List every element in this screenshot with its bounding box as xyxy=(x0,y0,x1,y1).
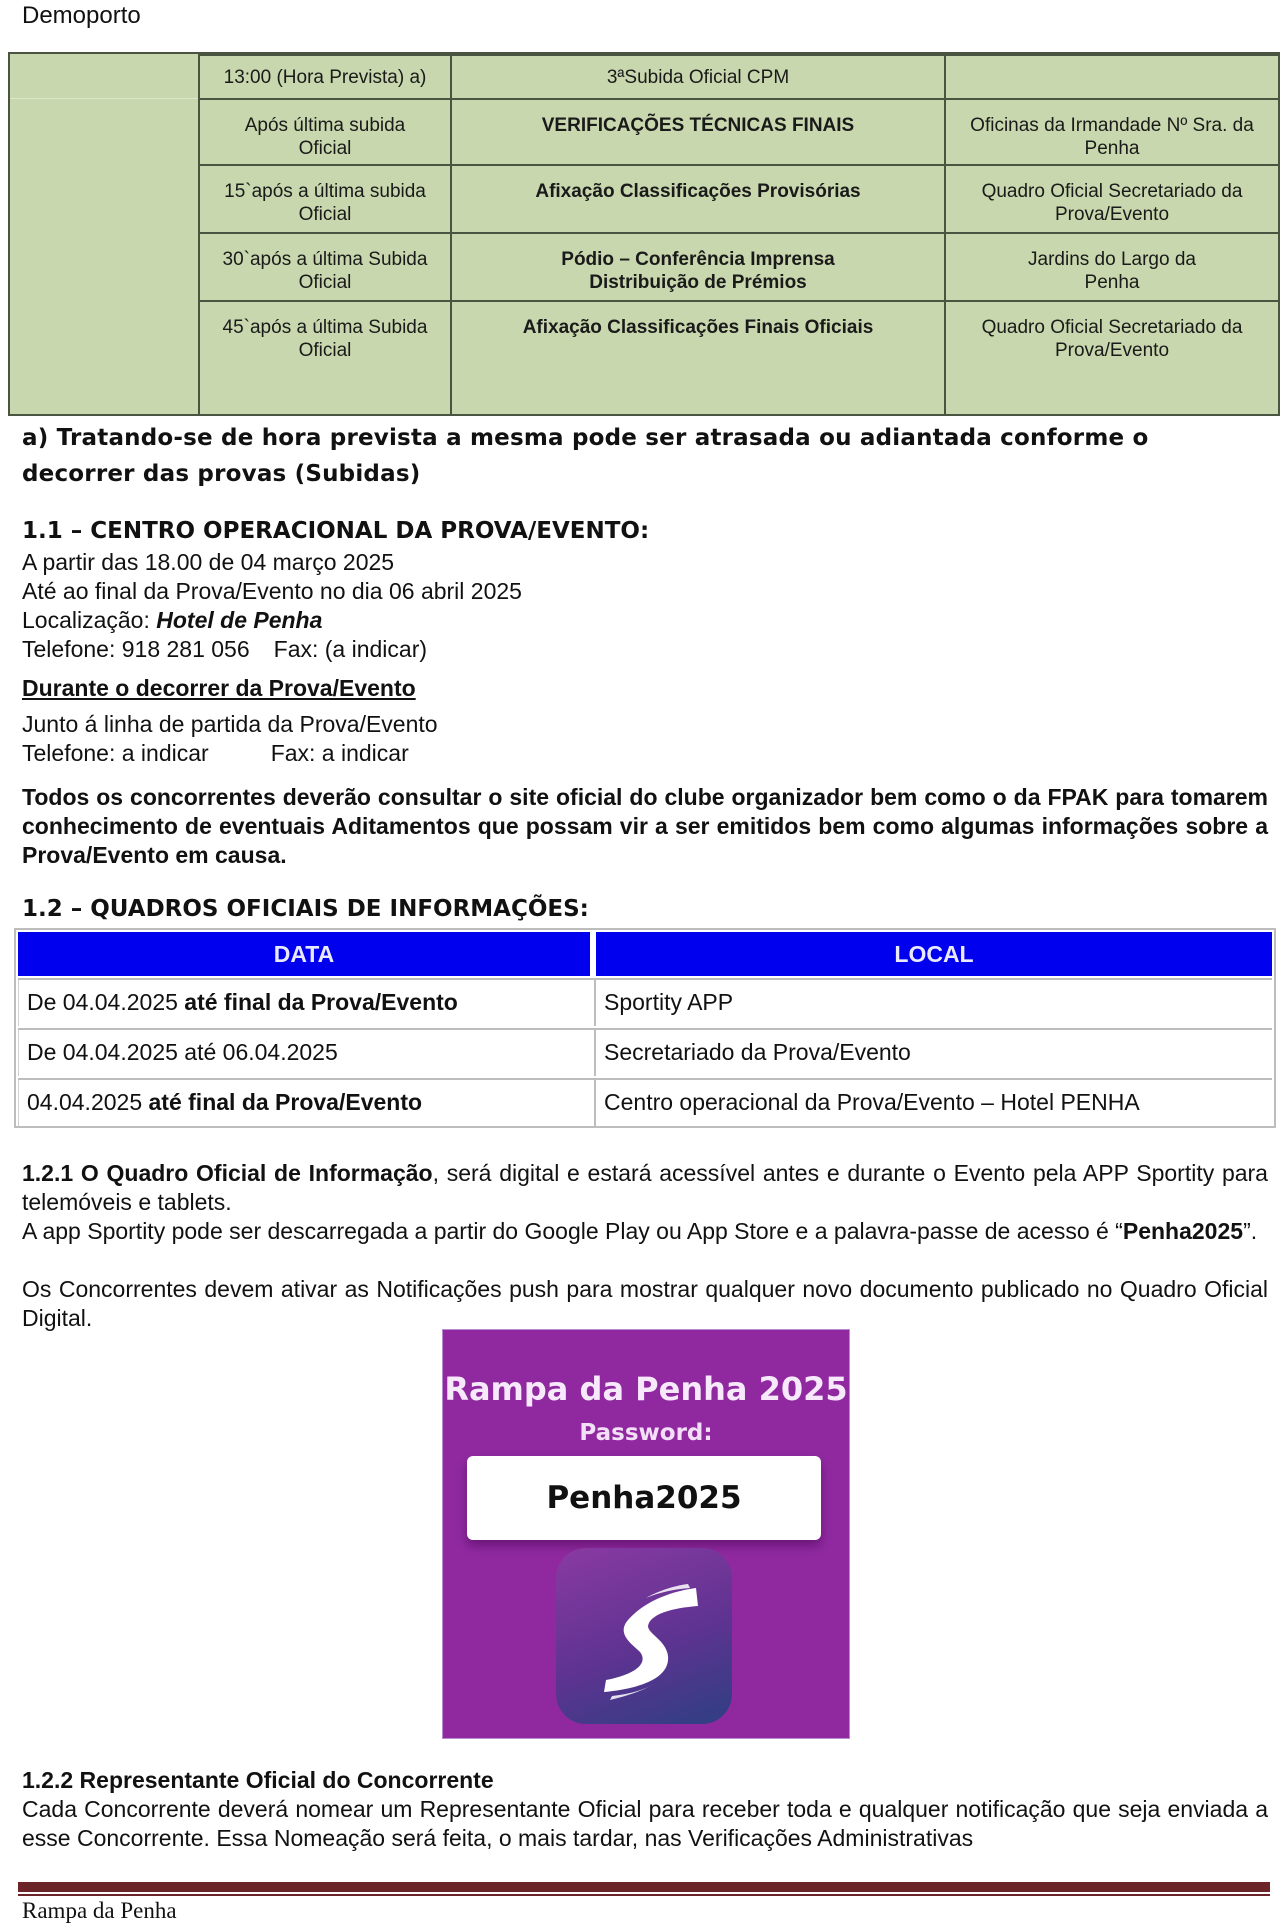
footer-rule-thin xyxy=(18,1894,1270,1896)
quote-end: ”. xyxy=(1243,1218,1258,1244)
schedule-activity: Afixação Classificações Finais Oficiais xyxy=(450,302,944,416)
local-cell: Secretariado da Prova/Evento xyxy=(594,1030,1272,1076)
schedule-row xyxy=(198,98,1278,166)
section-1-2-1-text2: A app Sportity pode ser descarregada a partir do Google Play ou App Store e a palavra-passe de acesso é “ xyxy=(22,1218,1123,1244)
schedule-time: 13:00 (Hora Prevista) a) xyxy=(198,56,450,100)
during-title: Durante o decorrer da Prova/Evento xyxy=(22,675,416,701)
section-1-2-1-text3: Os Concorrentes devem ativar as Notificações push para mostrar qualquer novo documento publicado no Quadro Oficial Digital. xyxy=(22,1276,1268,1331)
date-bold: até final da Prova/Evento xyxy=(184,989,458,1015)
schedule-time: 30`após a última Subida Oficial xyxy=(198,234,450,302)
section-1-2-2-text: Cada Concorrente deverá nomear um Representante Oficial para receber toda e qualquer notificação que seja enviada a esse Concorrente. Essa Nomeação será feita, o mais tardar, nas Verificações Administrativas xyxy=(22,1796,1268,1851)
schedule-activity: VERIFICAÇÕES TÉCNICAS FINAIS xyxy=(450,100,944,166)
footer-text: Rampa da Penha xyxy=(22,1898,177,1923)
card-password-value: Penha2025 xyxy=(467,1456,821,1540)
table-row xyxy=(18,1078,1272,1126)
schedule-row xyxy=(198,300,1278,416)
sportity-s-logo-icon xyxy=(556,1548,732,1724)
schedule-time: 15`após a última subida Oficial xyxy=(198,166,450,234)
password-inline: Penha2025 xyxy=(1122,1218,1244,1244)
date-cell xyxy=(18,1080,592,1126)
schedule-location xyxy=(944,56,1278,100)
during-fax: Fax: a indicar xyxy=(270,740,409,766)
page-header: Demoporto xyxy=(22,2,141,29)
schedule-activity: Pódio – Conferência Imprensa Distribuição de Prémios xyxy=(450,234,944,302)
schedule-location: Oficinas da Irmandade Nº Sra. da Penha xyxy=(944,100,1278,166)
section-1-2-1-lead: 1.2.1 O Quadro Oficial de Informação xyxy=(22,1160,433,1186)
column-header-local: LOCAL xyxy=(596,932,1272,976)
schedule-time: 45`após a última Subida Oficial xyxy=(198,302,450,416)
footer-rule xyxy=(18,1882,1270,1892)
schedule-row xyxy=(198,232,1278,302)
section-1-1-title: 1.1 – CENTRO OPERACIONAL DA PROVA/EVENTO: xyxy=(22,518,650,544)
password-card-image xyxy=(442,1329,850,1739)
phone: Telefone: 918 281 056 xyxy=(22,636,250,662)
schedule-location: Quadro Oficial Secretariado da Prova/Evento xyxy=(944,302,1278,416)
notice-paragraph: Todos os concorrentes deverão consultar o site oficial do clube organizador bem como o da FPAK para tomarem conhecimento de eventuais Aditamentos que possam vir a ser emitidos bem como algumas informações sobre a Prova/Evento em causa. xyxy=(22,784,1268,868)
schedule-row xyxy=(198,54,1278,100)
card-title: Rampa da Penha 2025 xyxy=(444,1370,848,1408)
schedule-footnote: a) Tratando-se de hora prevista a mesma pode ser atrasada ou adiantada conforme o decorrer das provas (Subidas) xyxy=(22,425,1149,487)
fax: Fax: (a indicar) xyxy=(273,636,428,662)
table-row xyxy=(18,1028,1272,1076)
date-bold: até final da Prova/Evento xyxy=(148,1089,423,1115)
location-label: Localização: xyxy=(22,607,157,633)
during-line1: Junto á linha de partida da Prova/Evento xyxy=(22,711,438,737)
local-cell: Sportity APP xyxy=(594,980,1272,1026)
date-cell xyxy=(18,1030,592,1076)
location-value: Hotel de Penha xyxy=(156,607,323,633)
section-1-2-1-paragraph2 xyxy=(22,1217,1268,1246)
schedule-activity: Afixação Classificações Provisórias xyxy=(450,166,944,234)
column-header-data: DATA xyxy=(18,932,590,976)
date-cell xyxy=(18,980,592,1026)
schedule-time: Após última subida Oficial xyxy=(198,100,450,166)
info-boards-table xyxy=(14,928,1276,1128)
date-plain: 04.04.2025 xyxy=(27,1089,149,1115)
local-cell: Centro operacional da Prova/Evento – Hotel PENHA xyxy=(594,1080,1272,1126)
left-column-divider xyxy=(10,98,198,99)
schedule-location: Quadro Oficial Secretariado da Prova/Evento xyxy=(944,166,1278,234)
table-row xyxy=(18,978,1272,1026)
schedule-activity: 3ªSubida Oficial CPM xyxy=(450,56,944,100)
section-1-1-line2: Até ao final da Prova/Evento no dia 06 abril 2025 xyxy=(22,578,522,604)
section-1-2-title: 1.2 – QUADROS OFICIAIS DE INFORMAÇÕES: xyxy=(22,896,589,922)
during-phone-line xyxy=(22,739,409,768)
schedule-table xyxy=(8,52,1280,416)
section-1-2-1-text1: , será digital e estará acessível antes e durante o Evento pela APP Sportity para telemóveis e tablets. xyxy=(22,1160,1268,1215)
date-plain: De 04.04.2025 xyxy=(27,989,185,1015)
schedule-location: Jardins do Largo da Penha xyxy=(944,234,1278,302)
section-1-2-1-paragraph xyxy=(22,1159,1268,1217)
location-line xyxy=(22,606,322,635)
section-1-1-line1: A partir das 18.00 de 04 março 2025 xyxy=(22,549,395,575)
schedule-row xyxy=(198,164,1278,234)
phone-line xyxy=(22,635,427,664)
date-plain: De 04.04.2025 até 06.04.2025 xyxy=(27,1039,338,1065)
card-password-label: Password: xyxy=(579,1420,713,1446)
section-1-2-2-title: 1.2.2 Representante Oficial do Concorrente xyxy=(22,1767,494,1793)
during-phone: Telefone: a indicar xyxy=(22,740,209,766)
